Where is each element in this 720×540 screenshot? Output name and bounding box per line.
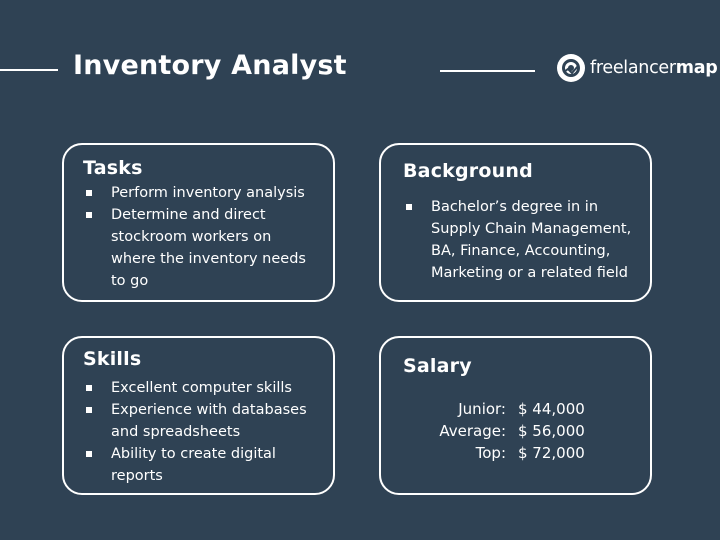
salary-row-junior <box>421 398 585 420</box>
logo-text-a: freelancer <box>590 58 676 78</box>
skills-list <box>83 377 321 487</box>
salary-label: Average: <box>439 422 506 440</box>
tasks-card <box>62 143 335 302</box>
salary-table <box>421 398 585 464</box>
salary-label: Top: <box>475 444 506 462</box>
freelancermap-logo-icon <box>557 54 585 82</box>
page-title: Inventory Analyst <box>73 50 347 81</box>
salary-card <box>379 336 652 495</box>
salary-row-average <box>421 420 585 442</box>
skills-title: Skills <box>83 348 142 370</box>
freelancermap-logo <box>557 52 717 84</box>
salary-value: $ 56,000 <box>518 422 585 440</box>
salary-title: Salary <box>403 355 472 377</box>
salary-row-top <box>421 442 585 464</box>
header-rule-left <box>0 69 58 71</box>
tasks-list <box>83 182 315 292</box>
logo-text-b: map <box>675 58 718 78</box>
salary-label: Junior: <box>458 400 506 418</box>
list-item: Perform inventory analysis <box>83 182 315 204</box>
logo-wordmark <box>590 58 717 78</box>
list-item: Experience with databases and spreadsheets <box>83 399 321 443</box>
list-item: Bachelor’s degree in in Supply Chain Management, BA, Finance, Accounting, Marketing or a related field <box>403 196 643 284</box>
background-list <box>403 196 643 284</box>
list-item: Excellent computer skills <box>83 377 321 399</box>
list-item: Ability to create digital reports <box>83 443 321 487</box>
header-rule-right <box>440 70 535 72</box>
skills-card <box>62 336 335 495</box>
salary-value: $ 44,000 <box>518 400 585 418</box>
background-card <box>379 143 652 302</box>
salary-value: $ 72,000 <box>518 444 585 462</box>
tasks-title: Tasks <box>83 157 143 179</box>
background-title: Background <box>403 160 533 182</box>
list-item: Determine and direct stockroom workers on where the inventory needs to go <box>83 204 315 292</box>
